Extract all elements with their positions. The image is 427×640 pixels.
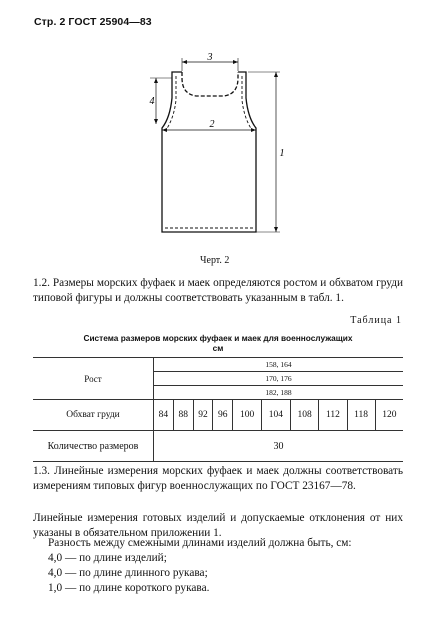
dim-label-1: 1	[279, 148, 285, 159]
girth-value: 88	[173, 400, 193, 431]
girth-value: 100	[233, 400, 262, 431]
dim-label-2: 2	[209, 119, 215, 130]
rost-label: Рост	[33, 358, 154, 400]
girth-value: 92	[193, 400, 213, 431]
girth-value: 96	[213, 400, 233, 431]
girth-label: Обхват груди	[33, 400, 154, 431]
rost-row-1: 158, 164	[154, 358, 404, 372]
list-item: 4,0 — по длине изделий;	[48, 552, 167, 564]
difference-list	[48, 551, 209, 596]
table-unit: см	[212, 342, 224, 353]
rost-row-2: 170, 176	[154, 372, 404, 386]
figure-caption: Черт. 2	[200, 255, 230, 266]
count-value: 30	[154, 431, 404, 462]
rost-row-3: 182, 188	[154, 386, 404, 400]
page-header: Стр. 2 ГОСТ 25904—83	[34, 16, 152, 28]
paragraph-1-2: 1.2. Размеры морских фуфаек и маек определяются ростом и обхватом груди типовой фигуры и должны соответствовать указанным в табл. 1.	[33, 277, 403, 304]
girth-value: 104	[261, 400, 290, 431]
table-title-text: Система размеров морских фуфаек и маек для военнослужащих	[83, 333, 353, 343]
girth-value: 84	[154, 400, 174, 431]
dim-label-3: 3	[207, 52, 213, 63]
girth-value: 118	[347, 400, 375, 431]
girth-value: 120	[375, 400, 403, 431]
girth-value: 108	[290, 400, 319, 431]
table-label: Таблица 1	[350, 315, 402, 326]
paragraph-difference: Разность между смежными длинами изделий должна быть, см:	[48, 537, 352, 549]
table-title	[33, 334, 403, 353]
girth-value: 112	[319, 400, 347, 431]
list-item: 4,0 — по длине длинного рукава;	[48, 567, 208, 579]
paragraph-1-3: 1.3. Линейные измерения морских фуфаек и маек должны соответствовать измерениям типовых фигур военнослужащих по ГОСТ 23167—78.	[33, 465, 403, 492]
count-label: Количество размеров	[33, 431, 154, 462]
paragraph-linear: Линейные измерения готовых изделий и допускаемые отклонения от них указаны в обязательном приложении 1.	[33, 512, 403, 539]
dim-label-4: 4	[149, 96, 155, 107]
garment-drawing	[130, 52, 300, 244]
size-table	[33, 357, 403, 462]
list-item: 1,0 — по длине короткого рукава.	[48, 582, 210, 594]
